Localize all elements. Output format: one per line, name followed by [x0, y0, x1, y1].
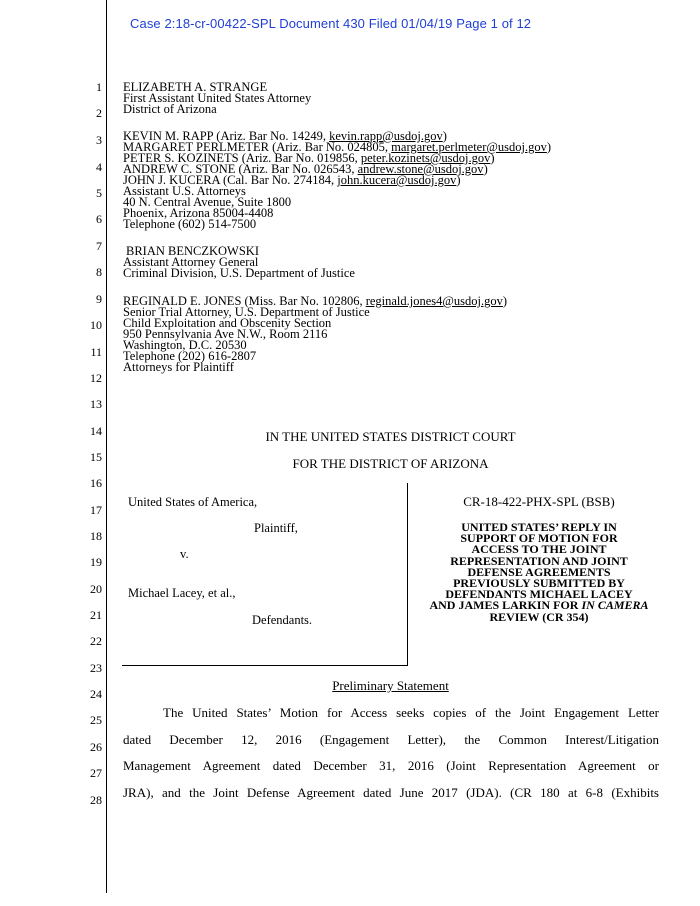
- in-camera-italic: IN CAMERA: [581, 598, 649, 613]
- line-number: 13: [90, 397, 102, 411]
- court-name: IN THE UNITED STATES DISTRICT COURT: [265, 429, 516, 444]
- case-header: Case 2:18-cr-00422-SPL Document 430 Filed 01/04/19 Page 1 of 12: [130, 16, 532, 31]
- document-title-line: ACCESS TO THE JOINT: [471, 542, 607, 557]
- line-number: 20: [90, 582, 102, 596]
- document-title: [420, 522, 658, 623]
- line-number: 15: [90, 450, 102, 464]
- line-number: 22: [90, 634, 102, 648]
- attorney-district: District of Arizona: [123, 102, 217, 116]
- attorney-line-kozinets: PETER S. KOZINETS (Ariz. Bar No. 019856, peter.kozinets@usdoj.gov): [123, 151, 495, 165]
- line-number: 7: [96, 239, 102, 253]
- line-number: 24: [90, 687, 102, 701]
- line-number: 25: [90, 713, 102, 727]
- body-text-line: dated December 12, 2016 (Engagement Letter), the Common Interest/Litigation: [123, 732, 659, 747]
- line-number: 12: [90, 371, 102, 385]
- left-margin-rule: [106, 0, 107, 893]
- line-number: 4: [96, 160, 102, 174]
- line-number: 17: [90, 503, 102, 517]
- document-title-line: DEFENDANTS MICHAEL LACEY: [445, 587, 633, 602]
- document-title-line: UNITED STATES’ REPLY IN: [461, 520, 617, 534]
- document-title-line: AND JAMES LARKIN FOR IN CAMERA REVIEW (CR 354): [429, 598, 649, 624]
- line-number: 8: [96, 265, 102, 279]
- email-link[interactable]: andrew.stone@usdoj.gov: [357, 162, 484, 176]
- attorney-line-kucera: JOHN J. KUCERA (Cal. Bar No. 274184, john.kucera@usdoj.gov): [123, 173, 461, 187]
- phone-line: Telephone (602) 514-7500: [123, 217, 257, 231]
- address-line: 40 N. Central Avenue, Suite 1800: [123, 195, 292, 209]
- attorney-name: BRIAN BENCZKOWSKI: [126, 244, 259, 258]
- line-number: 3: [96, 133, 102, 147]
- caption-vertical-rule: [407, 483, 408, 666]
- versus: v.: [180, 547, 189, 561]
- email-link[interactable]: peter.kozinets@usdoj.gov: [360, 151, 491, 165]
- address-line: Phoenix, Arizona 85004-4408: [123, 206, 274, 220]
- document-title-line: SUPPORT OF MOTION FOR: [460, 531, 618, 546]
- attorney-line-jones: REGINALD E. JONES (Miss. Bar No. 102806, reginald.jones4@usdoj.gov): [123, 294, 508, 308]
- attorney-section: Child Exploitation and Obscenity Section: [123, 316, 332, 330]
- attorney-title: First Assistant United States Attorney: [123, 91, 312, 105]
- attorney-title: Senior Trial Attorney, U.S. Department of Justice: [123, 305, 370, 319]
- email-link[interactable]: kevin.rapp@usdoj.gov: [329, 129, 443, 143]
- line-number: 19: [90, 555, 102, 569]
- line-number: 5: [96, 186, 102, 200]
- line-number: 6: [96, 212, 102, 226]
- attorney-name: ELIZABETH A. STRANGE: [123, 80, 268, 94]
- document-title-line: DEFENSE AGREEMENTS: [467, 564, 611, 579]
- attorney-line-stone: ANDREW C. STONE (Ariz. Bar No. 026543, andrew.stone@usdoj.gov): [123, 162, 488, 176]
- defendant-role: Defendants.: [252, 613, 313, 627]
- line-number: 10: [90, 318, 102, 332]
- document-title-line: REPRESENTATION AND JOINT: [450, 553, 628, 568]
- plaintiff-name: United States of America,: [128, 495, 258, 509]
- ausa-title: Assistant U.S. Attorneys: [123, 184, 246, 198]
- body-text-line: JRA), and the Joint Defense Agreement dated June 2017 (JDA). (CR 180 at 6-8 (Exhibits: [123, 785, 659, 800]
- attorney-division: Criminal Division, U.S. Department of Justice: [123, 266, 355, 280]
- case-number: CR-18-422-PHX-SPL (BSB): [463, 494, 615, 509]
- line-number: 27: [90, 766, 102, 780]
- attorney-line-perlmeter: MARGARET PERLMETER (Ariz. Bar No. 024805, margaret.perlmeter@usdoj.gov): [123, 140, 552, 154]
- body-text-line: The United States’ Motion for Access seeks copies of the Joint Engagement Letter: [163, 705, 659, 720]
- line-number: 23: [90, 661, 102, 675]
- caption-horizontal-rule: [122, 665, 408, 666]
- defendant-name: Michael Lacey, et al.,: [128, 586, 236, 600]
- line-number: 16: [90, 476, 102, 490]
- document-title-line: PREVIOUSLY SUBMITTED BY: [453, 576, 625, 591]
- body-text-line: Management Agreement dated December 31, 2016 (Joint Representation Agreement or: [123, 758, 659, 773]
- line-number: 28: [90, 793, 102, 807]
- section-heading: Preliminary Statement: [332, 678, 449, 693]
- line-number: 2: [96, 106, 102, 120]
- attorneys-for-plaintiff: Attorneys for Plaintiff: [123, 360, 234, 374]
- court-district: FOR THE DISTRICT OF ARIZONA: [292, 456, 489, 471]
- phone-line: Telephone (202) 616-2807: [123, 349, 257, 363]
- line-number: 21: [90, 608, 102, 622]
- plaintiff-role: Plaintiff,: [254, 521, 298, 535]
- attorney-title: Assistant Attorney General: [123, 255, 259, 269]
- line-number: 18: [90, 529, 102, 543]
- email-link[interactable]: margaret.perlmeter@usdoj.gov: [391, 140, 547, 154]
- email-link[interactable]: reginald.jones4@usdoj.gov: [365, 294, 503, 308]
- line-number: 9: [96, 292, 102, 306]
- line-number: 14: [90, 424, 102, 438]
- address-line: Washington, D.C. 20530: [123, 338, 247, 352]
- attorney-line-rapp: KEVIN M. RAPP (Ariz. Bar No. 14249, kevin.rapp@usdoj.gov): [123, 129, 447, 143]
- line-number: 26: [90, 740, 102, 754]
- address-line: 950 Pennsylvania Ave N.W., Room 2116: [123, 327, 328, 341]
- email-link[interactable]: john.kucera@usdoj.gov: [337, 173, 457, 187]
- line-number: 1: [96, 80, 102, 94]
- line-number: 11: [90, 345, 102, 359]
